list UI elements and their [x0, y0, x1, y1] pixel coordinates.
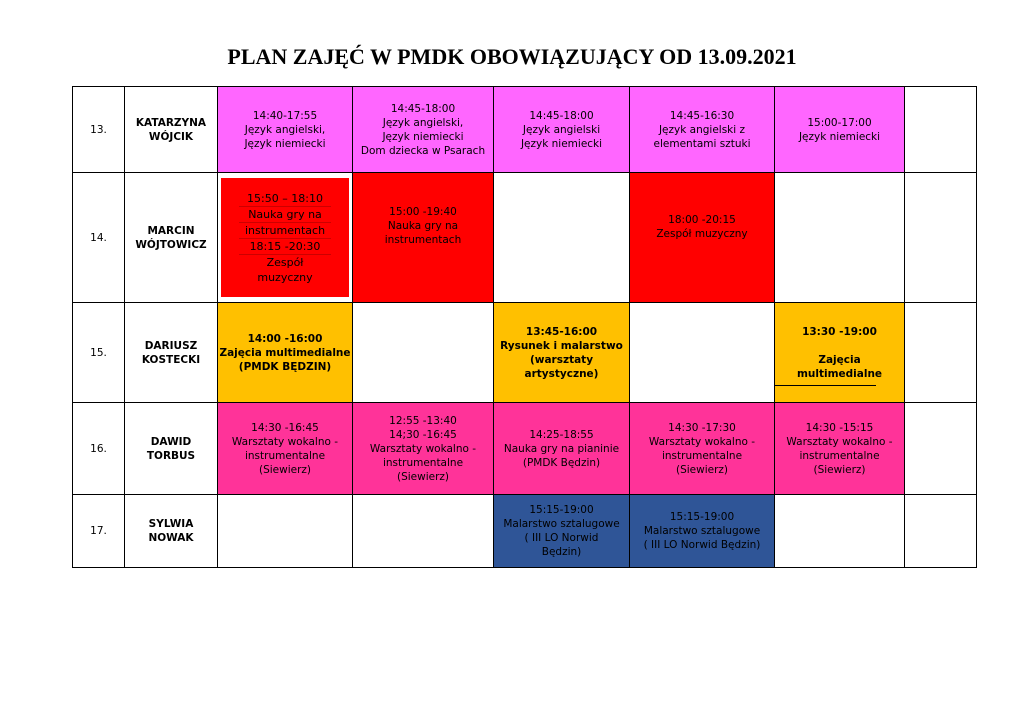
- table-row: [73, 87, 977, 173]
- schedule-cell: 14:45-18:00 Język angielski, Język niemiecki Dom dziecka w Psarach: [353, 87, 494, 173]
- schedule-cell: 15:00-17:00 Język niemiecki: [775, 87, 905, 173]
- row-number: 15.: [73, 303, 125, 403]
- schedule-cell-empty: [775, 173, 905, 303]
- schedule-cell: 14:45-16:30 Język angielski z elementami sztuki: [630, 87, 775, 173]
- table-row: [73, 303, 977, 403]
- teacher-name: DAWID TORBUS: [125, 403, 218, 495]
- schedule-cell: 15:15-19:00 Malarstwo sztalugowe ( III LO Norwid Będzin): [494, 495, 630, 568]
- row-number: 17.: [73, 495, 125, 568]
- schedule-cell: 14:40-17:55 Język angielski, Język niemiecki: [218, 87, 353, 173]
- table-row: [73, 173, 977, 303]
- schedule-cell: 14:00 -16:00 Zajęcia multimedialne (PMDK BĘDZIN): [218, 303, 353, 403]
- schedule-cell-empty: [905, 173, 977, 303]
- schedule-cell: 15:00 -19:40 Nauka gry na instrumentach: [353, 173, 494, 303]
- schedule-cell-empty: [353, 303, 494, 403]
- schedule-cell-empty: [775, 495, 905, 568]
- schedule-cell: 18:00 -20:15 Zespół muzyczny: [630, 173, 775, 303]
- teacher-name: MARCIN WÓJTOWICZ: [125, 173, 218, 303]
- table-row: [73, 403, 977, 495]
- schedule-table: [72, 86, 977, 568]
- schedule-cell: 13:30 -19:00 Zajęcia multimedialne: [775, 303, 905, 403]
- schedule-cell-empty: [218, 495, 353, 568]
- schedule-cell-empty: [905, 303, 977, 403]
- row-number: 13.: [73, 87, 125, 173]
- schedule-cell: 14:30 -15:15 Warsztaty wokalno - instrumentalne (Siewierz): [775, 403, 905, 495]
- schedule-cell: 14:30 -17:30 Warsztaty wokalno - instrumentalne (Siewierz): [630, 403, 775, 495]
- schedule-cell: [218, 173, 353, 303]
- schedule-cell: 14:45-18:00 Język angielski Język niemiecki: [494, 87, 630, 173]
- schedule-cell-empty: [905, 495, 977, 568]
- row-number: 16.: [73, 403, 125, 495]
- teacher-name: SYLWIA NOWAK: [125, 495, 218, 568]
- schedule-cell: 14:30 -16:45 Warsztaty wokalno - instrumentalne (Siewierz): [218, 403, 353, 495]
- schedule-cell-empty: [630, 303, 775, 403]
- table-row: [73, 495, 977, 568]
- page-title: PLAN ZAJĘĆ W PMDK OBOWIĄZUJĄCY OD 13.09.2021: [227, 44, 797, 69]
- schedule-cell: 15:15-19:00 Malarstwo sztalugowe ( III LO Norwid Będzin): [630, 495, 775, 568]
- schedule-cell: 12:55 -13:40 14;30 -16:45 Warsztaty wokalno - instrumentalne (Siewierz): [353, 403, 494, 495]
- schedule-cell: 13:45-16:00 Rysunek i malarstwo (warsztaty artystyczne): [494, 303, 630, 403]
- underline-divider: [775, 385, 876, 386]
- schedule-cell-empty: [905, 403, 977, 495]
- schedule-cell-empty: [353, 495, 494, 568]
- schedule-cell-empty: [905, 87, 977, 173]
- teacher-name: DARIUSZ KOSTECKI: [125, 303, 218, 403]
- row-number: 14.: [73, 173, 125, 303]
- schedule-cell: 14:25-18:55 Nauka gry na pianinie (PMDK Będzin): [494, 403, 630, 495]
- schedule-block: 15:50 – 18:10 Nauka gry na instrumentach 18:15 -20:30 Zespół muzyczny: [221, 178, 349, 297]
- teacher-name: KATARZYNA WÓJCIK: [125, 87, 218, 173]
- schedule-cell-empty: [494, 173, 630, 303]
